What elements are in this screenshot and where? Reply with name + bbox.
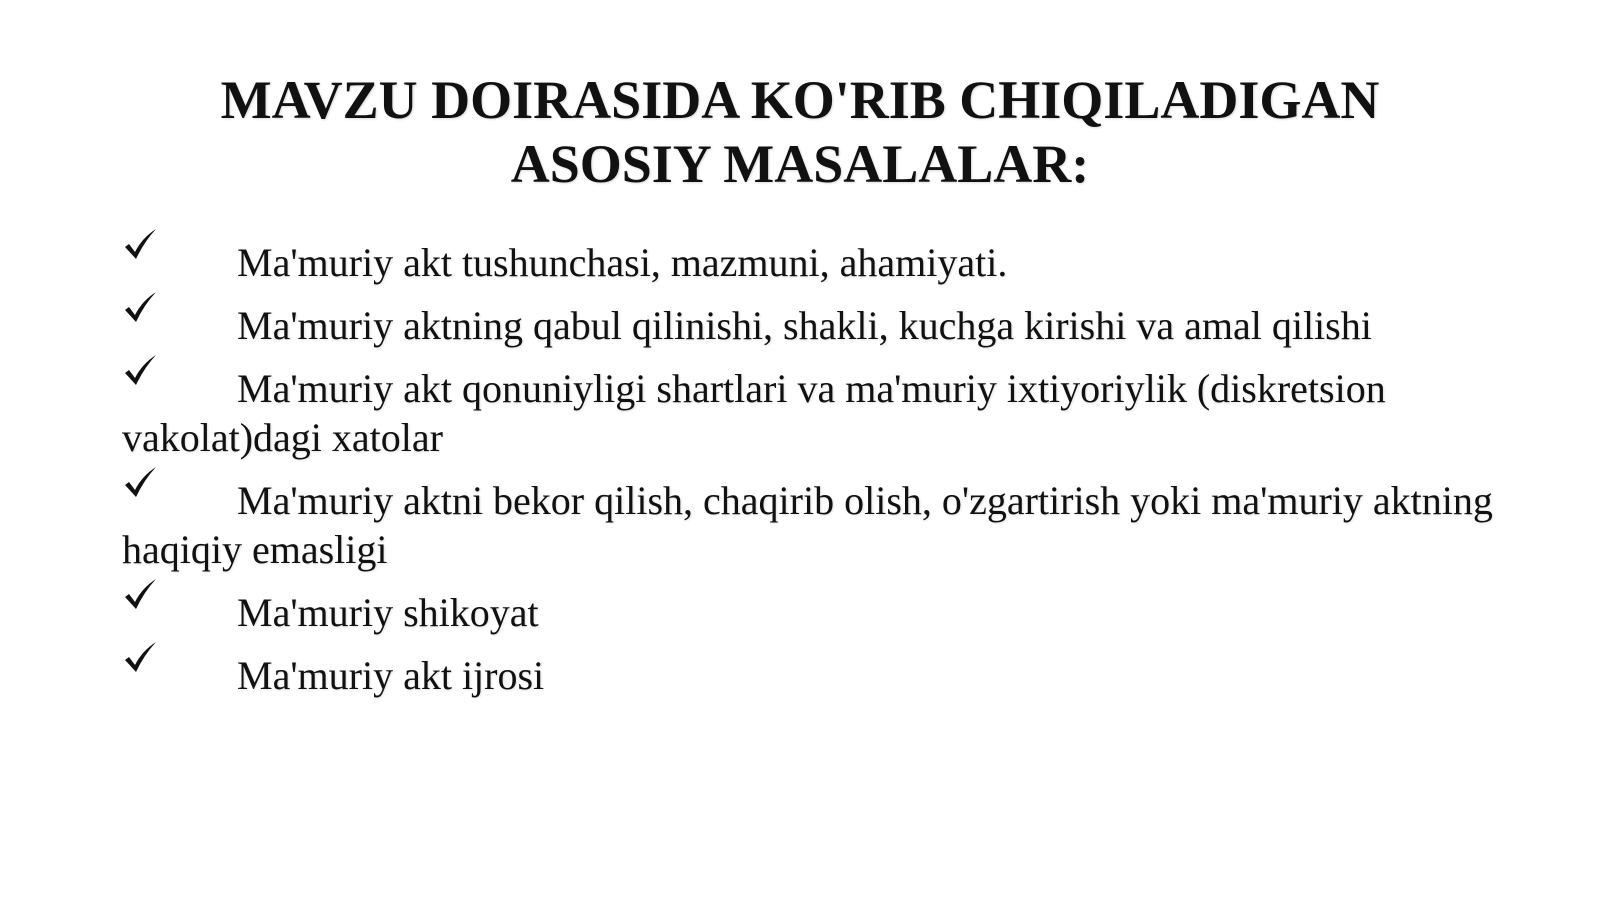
list-item-text: Ma'muriy akt qonuniyligi shartlari va ma'muriy ixtiyoriylik (diskretsion vakolat)dagi xatolar [122,366,1386,460]
checkmark-icon [122,354,158,388]
list-item-text: Ma'muriy aktning qabul qilinishi, shakli, kuchga kirishi va amal qilishi [237,303,1372,348]
list-item-text: Ma'muriy shikoyat [237,590,539,635]
list-item [122,238,1502,287]
list-item [122,651,1502,700]
checkmark-icon [122,228,158,262]
checkmark-icon [122,466,158,500]
list-item-text: Ma'muriy aktni bekor qilish, chaqirib olish, o'zgartirish yoki ma'muriy aktning haqiqiy emasligi [122,478,1493,572]
list-item-text: Ma'muriy akt ijrosi [237,653,545,698]
topic-list [122,238,1502,714]
slide-title [0,68,1600,196]
list-item [122,301,1502,350]
slide-title-line-2: ASOSIY MASALALAR: [510,134,1090,194]
list-item [122,588,1502,637]
list-item-text: Ma'muriy akt tushunchasi, mazmuni, ahamiyati. [237,240,1008,285]
checkmark-icon [122,641,158,675]
slide-title-line-1: MAVZU DOIRASIDA KO'RIB CHIQILADIGAN [220,70,1380,130]
checkmark-icon [122,291,158,325]
list-item [122,476,1502,574]
checkmark-icon [122,578,158,612]
list-item [122,364,1502,462]
